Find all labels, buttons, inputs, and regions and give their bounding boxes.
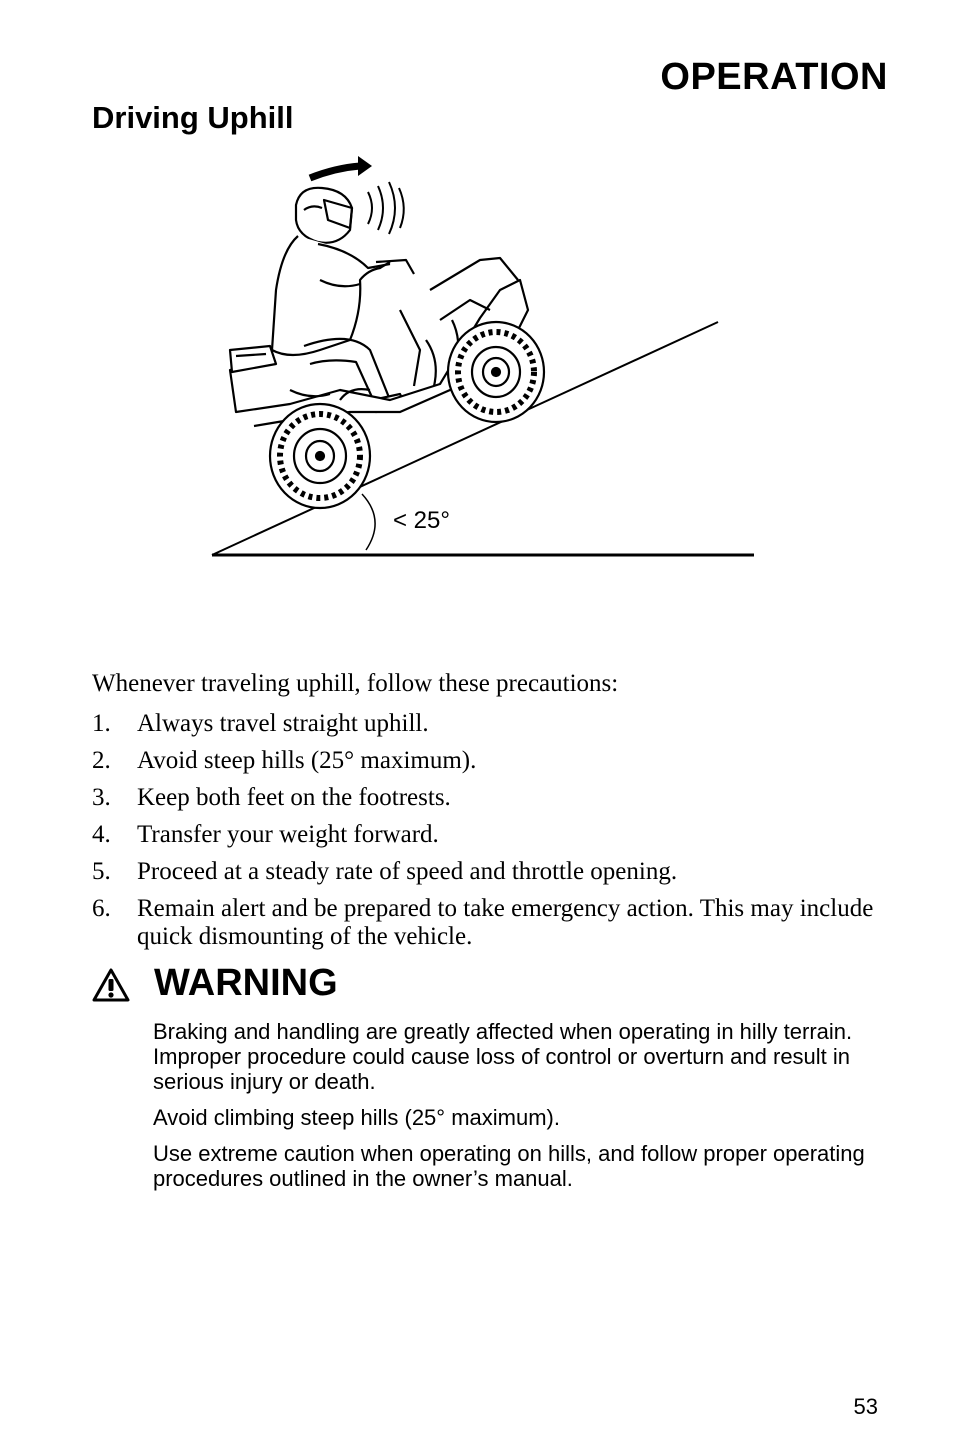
section-title: Driving Uphill	[92, 100, 294, 135]
atv-uphill-illustration	[200, 150, 770, 570]
list-item-number: 4.	[92, 821, 111, 848]
list-item-text: Proceed at a steady rate of speed and throttle opening.	[137, 858, 678, 885]
angle-label: < 25°	[393, 507, 450, 534]
list-item-text: Keep both feet on the footrests.	[137, 784, 451, 811]
precautions-list	[92, 710, 892, 960]
list-item	[92, 710, 892, 738]
list-item-text: Avoid steep hills (25° maximum).	[137, 747, 477, 774]
warning-paragraph: Avoid climbing steep hills (25° maximum).	[153, 1105, 560, 1130]
front-wheel	[448, 322, 544, 422]
list-item	[92, 784, 892, 812]
list-item-number: 5.	[92, 858, 111, 885]
list-item-number: 1.	[92, 710, 111, 737]
list-item-number: 2.	[92, 747, 111, 774]
warning-body	[153, 1019, 893, 1202]
list-item-text: Remain alert and be prepared to take emergency action. This may include quick dismounting of the vehicle.	[137, 895, 874, 950]
list-item	[92, 895, 892, 951]
warning-paragraph: Use extreme caution when operating on hills, and follow proper operating procedures outlined in the owner’s manual.	[153, 1141, 865, 1191]
direction-arrow-icon	[310, 166, 360, 178]
warning-triangle-icon	[92, 968, 130, 1002]
rear-wheel	[270, 404, 370, 508]
list-item-number: 6.	[92, 895, 111, 922]
list-item	[92, 821, 892, 849]
list-item	[92, 747, 892, 775]
warning-header	[92, 962, 338, 1005]
angle-arc	[362, 494, 375, 550]
list-item-text: Transfer your weight forward.	[137, 821, 439, 848]
list-item-number: 3.	[92, 784, 111, 811]
list-item-text: Always travel straight uphill.	[137, 710, 429, 737]
page-number: 53	[853, 1394, 878, 1419]
warning-paragraph: Braking and handling are greatly affected when operating in hilly terrain. Improper procedure could cause loss of control or overturn and result in serious injury or death.	[153, 1019, 853, 1094]
list-item	[92, 858, 892, 886]
warning-title: WARNING	[154, 962, 338, 1004]
page-header-title: OPERATION	[660, 56, 888, 98]
intro-text: Whenever traveling uphill, follow these precautions:	[92, 670, 619, 697]
